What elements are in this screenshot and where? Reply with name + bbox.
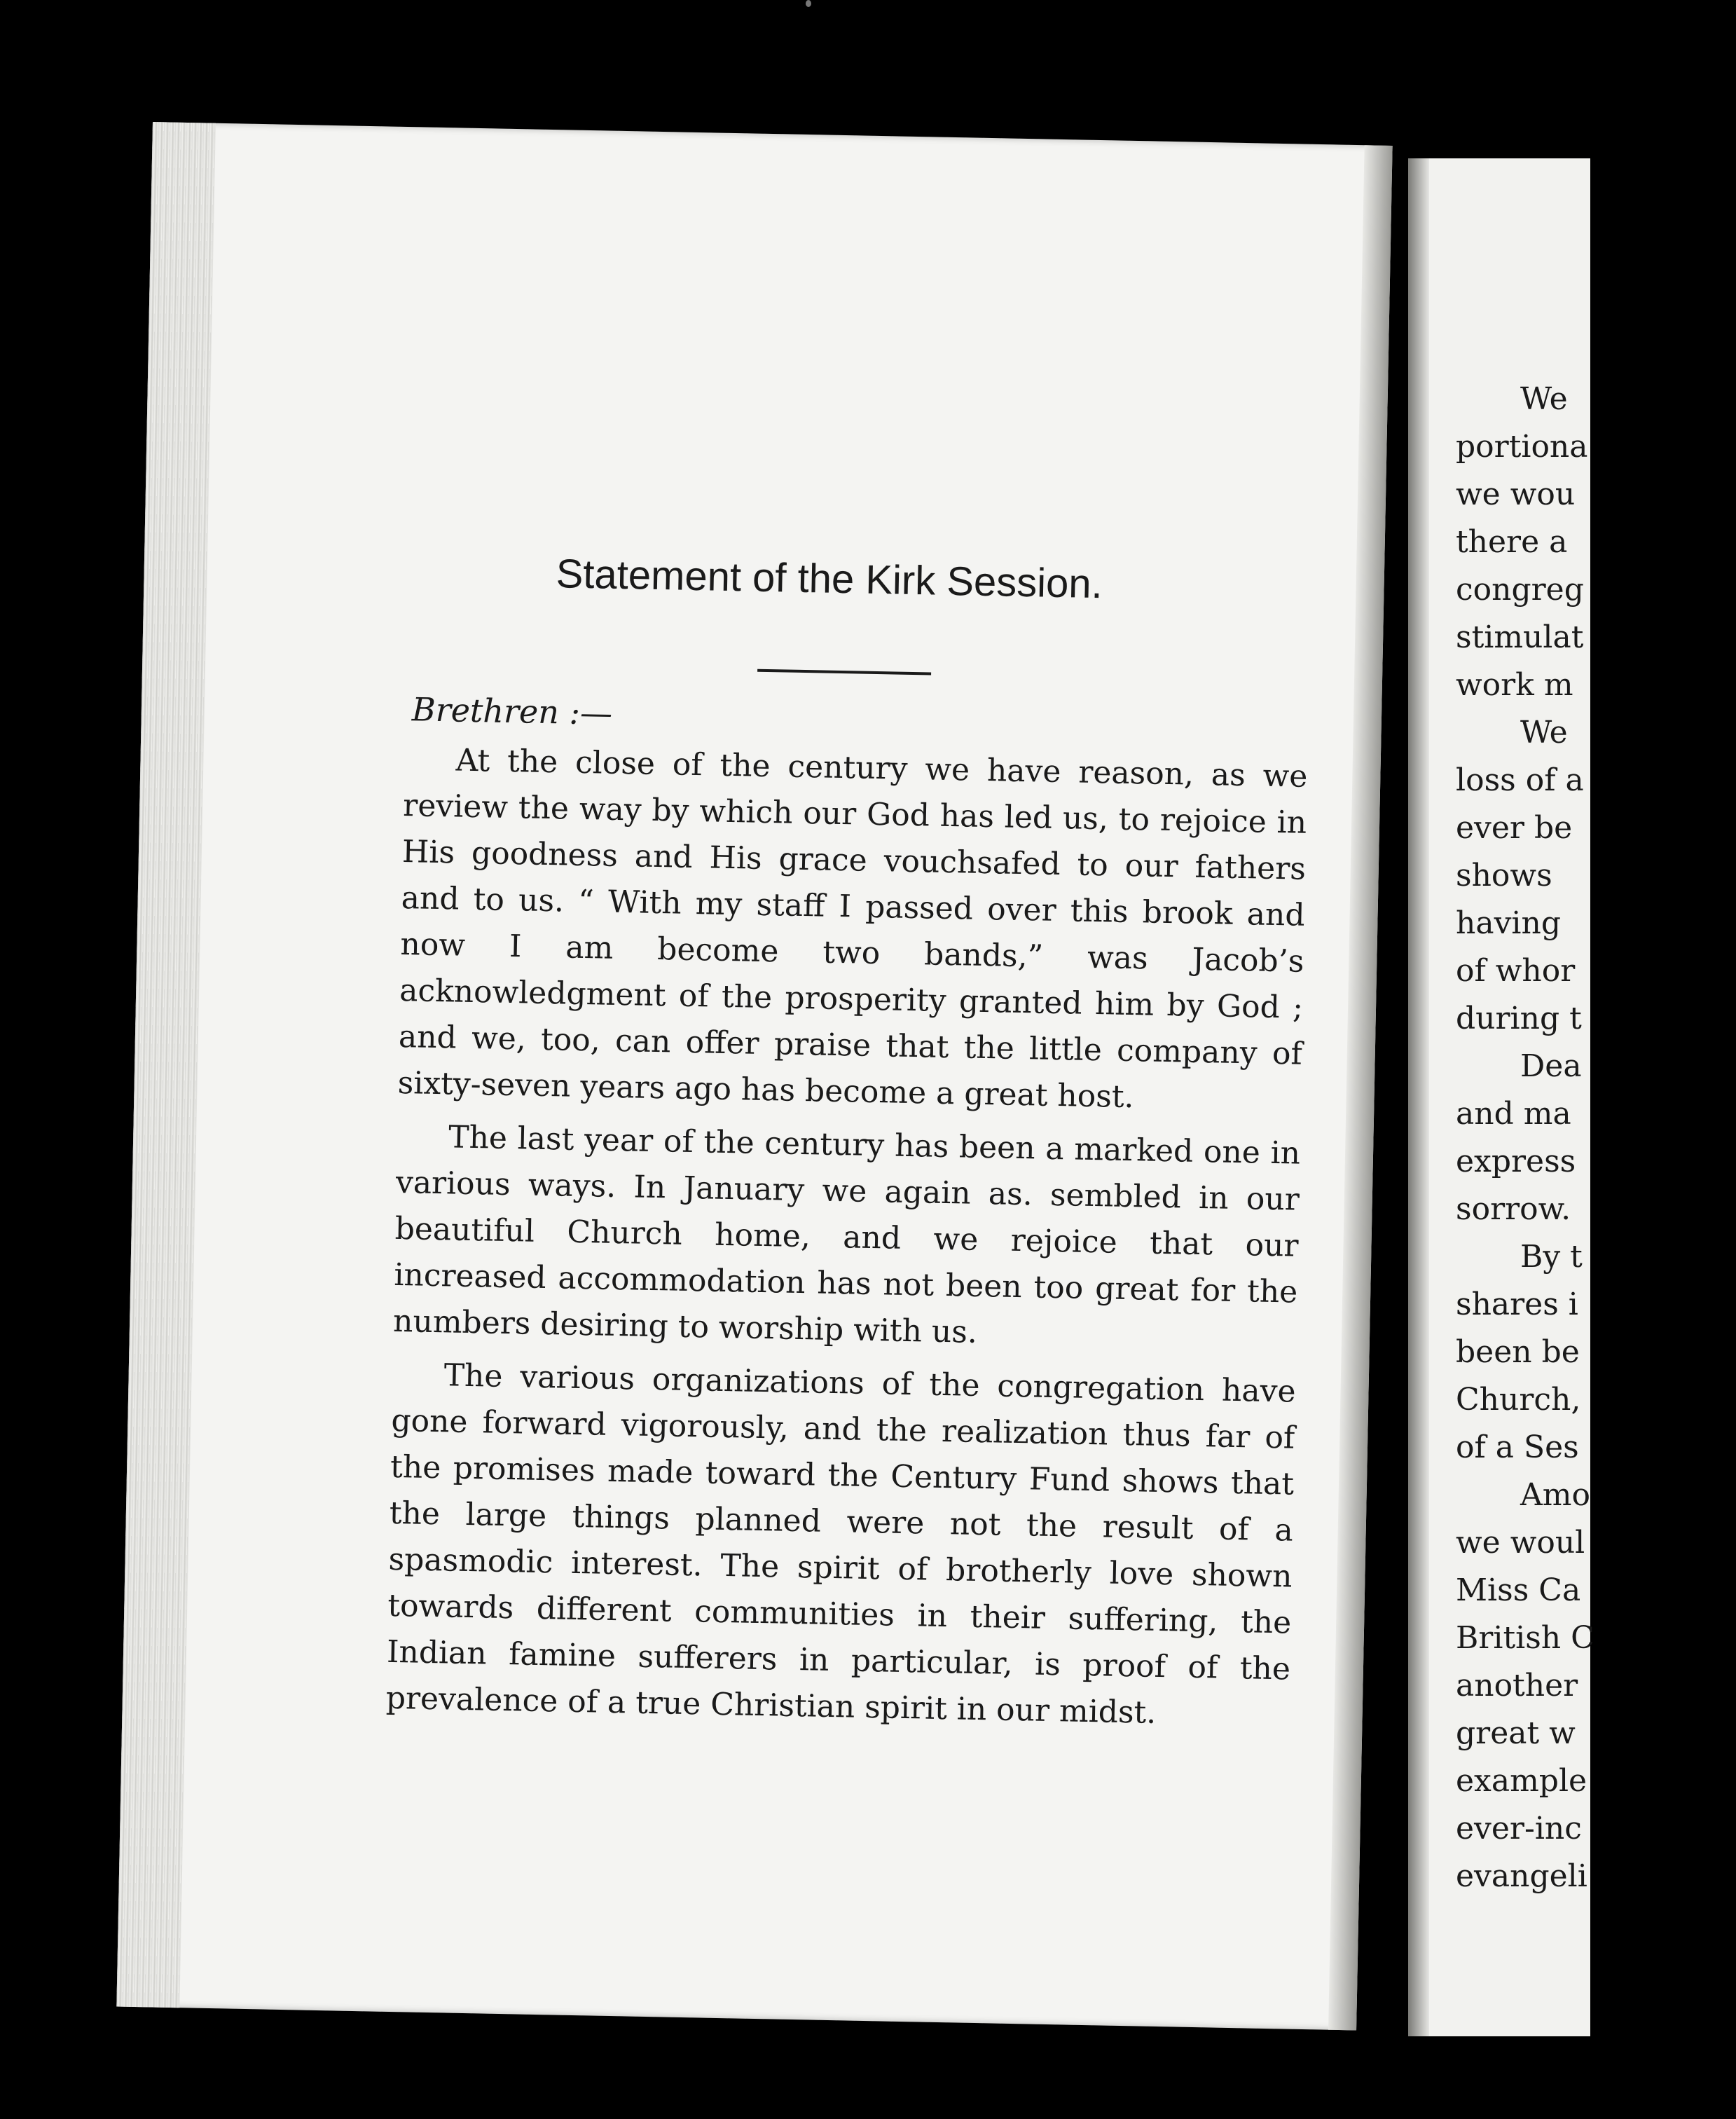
right-page-line: example (1456, 1763, 1587, 1799)
right-page-line: stimulat (1456, 619, 1584, 655)
right-page-line: congreg (1456, 572, 1584, 608)
salutation: Brethren :— (411, 690, 613, 732)
right-page-line: Amo (1520, 1477, 1590, 1513)
right-page-line: By t (1520, 1239, 1583, 1275)
right-page-line: work m (1456, 667, 1573, 703)
right-page-line: and ma (1456, 1096, 1571, 1132)
right-page-line: sorrow. (1456, 1191, 1571, 1227)
right-page-line: shares i (1456, 1287, 1578, 1322)
right-page-gutter (1408, 158, 1429, 2036)
title-rule (757, 669, 931, 676)
right-page-line: We (1520, 715, 1568, 750)
right-page-line: Church, (1456, 1382, 1581, 1418)
paragraph: At the close of the century we have reason, as we review the way by which our God has led us, to rejoice in His goodness and His grace vouchsafed to our fathers and to us. “ With my staff I passed over this brook and now I am become two bands,” was Jacob’s acknowledgment of the prosperity granted him by God ; and we, too, can offer praise that the little company of sixty-seven years ago has become a great host. (397, 742, 1308, 1116)
right-page-line: shows (1456, 858, 1552, 893)
right-page-line: been be (1456, 1334, 1580, 1370)
paragraph: The last year of the century has been a marked one in various ways. In January we again as. sembled in our beautiful Church home, and we rejoice that our increased accommodation has not been too great for the numbers desiring to worship with us. (392, 1119, 1301, 1350)
right-page-line: British C (1456, 1620, 1594, 1656)
right-page-line: loss of a (1456, 762, 1584, 798)
right-page-line: portiona (1456, 429, 1588, 465)
scan-speck (806, 0, 811, 7)
page-title: Statement of the Kirk Session. (556, 551, 1103, 608)
right-page-line: of whor (1456, 953, 1576, 989)
right-page-line: Miss Ca (1456, 1572, 1581, 1608)
right-page-line: we woul (1456, 1525, 1585, 1561)
right-page-line: there a (1456, 524, 1568, 560)
right-page-line: another (1456, 1668, 1578, 1703)
right-page-line: Dea (1520, 1048, 1582, 1084)
right-page-line: express (1456, 1144, 1576, 1179)
right-page-line: ever-inc (1456, 1811, 1582, 1846)
right-page-line: we wou (1456, 476, 1576, 512)
right-page-line: We (1520, 381, 1568, 417)
right-page-line: ever be (1456, 810, 1573, 846)
page-gutter (1328, 145, 1393, 2030)
right-page-text (1456, 376, 1736, 1900)
paragraph: The various organizations of the congregation have gone forward vigorously, and the realization thus far of the promises made toward the Century Fund shows that the large things planned were not the result of a spasmodic interest. The spirit of brotherly love shown towards different communities in their suffering, the Indian famine sufferers in particular, is proof of the prevalence of a true Christian spirit in our midst. (385, 1357, 1297, 1731)
right-page-line: having (1456, 905, 1562, 941)
page-edge-stack (116, 122, 216, 2008)
left-page (116, 122, 1392, 2030)
right-page (1408, 158, 1594, 2036)
right-page-line: during t (1456, 1001, 1582, 1036)
right-page-line: of a Ses (1456, 1429, 1579, 1465)
right-page-line: great w (1456, 1715, 1576, 1751)
body-text (385, 736, 1308, 1746)
right-page-line: evangeli (1456, 1858, 1587, 1894)
